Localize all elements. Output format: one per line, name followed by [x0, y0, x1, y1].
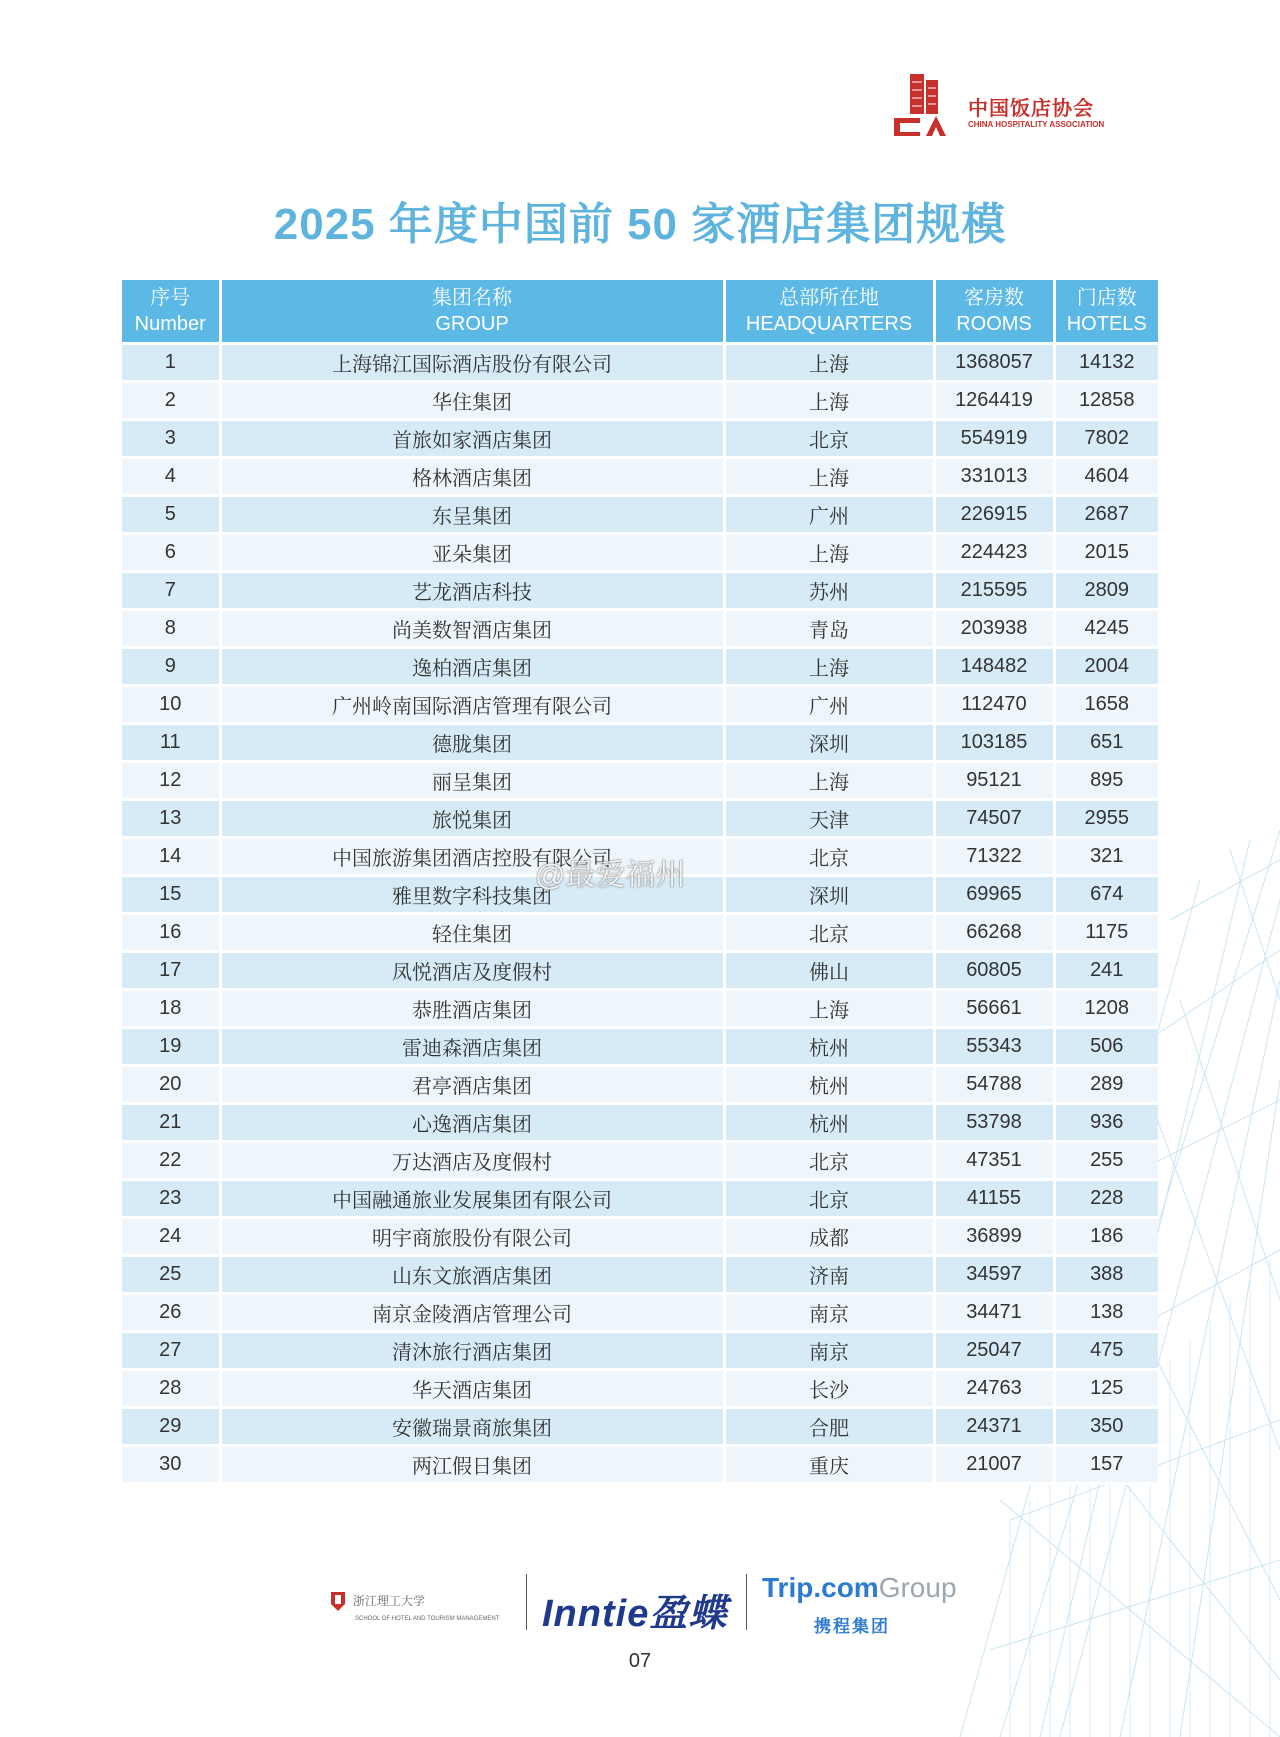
cell-hotels: 2955	[1054, 800, 1158, 838]
cell-number: 29	[122, 1408, 220, 1446]
cell-number: 27	[122, 1332, 220, 1370]
cell-headquarters: 上海	[724, 458, 934, 496]
cell-number: 11	[122, 724, 220, 762]
cell-group: 东呈集团	[220, 496, 724, 534]
cell-rooms: 56661	[934, 990, 1054, 1028]
weibo-watermark: @最爱福州	[535, 859, 686, 892]
table-row	[122, 800, 1158, 838]
cell-group: 凤悦酒店及度假村	[220, 952, 724, 990]
cell-headquarters: 北京	[724, 1142, 934, 1180]
cell-group: 旅悦集团	[220, 800, 724, 838]
logo-divider	[746, 1574, 747, 1630]
cell-rooms: 41155	[934, 1180, 1054, 1218]
table-row	[122, 534, 1158, 572]
cell-hotels: 321	[1054, 838, 1158, 876]
table-row	[122, 914, 1158, 952]
cell-number: 16	[122, 914, 220, 952]
cell-number: 30	[122, 1446, 220, 1484]
cell-headquarters: 长沙	[724, 1370, 934, 1408]
cell-headquarters: 北京	[724, 838, 934, 876]
table-row	[122, 952, 1158, 990]
cell-hotels: 2015	[1054, 534, 1158, 572]
cell-rooms: 331013	[934, 458, 1054, 496]
cell-group: 轻住集团	[220, 914, 724, 952]
cell-number: 15	[122, 876, 220, 914]
cell-group: 君亭酒店集团	[220, 1066, 724, 1104]
cell-number: 19	[122, 1028, 220, 1066]
table-row	[122, 990, 1158, 1028]
cell-headquarters: 杭州	[724, 1066, 934, 1104]
trip-group-word: Group	[878, 1572, 957, 1603]
table-body	[122, 344, 1158, 1484]
cell-number: 26	[122, 1294, 220, 1332]
table-row	[122, 1066, 1158, 1104]
cell-group: 明宇商旅股份有限公司	[220, 1218, 724, 1256]
association-name-cn: 中国饭店协会	[968, 96, 1094, 120]
cell-number: 7	[122, 572, 220, 610]
cell-headquarters: 南京	[724, 1294, 934, 1332]
cell-rooms: 66268	[934, 914, 1054, 952]
table-row	[122, 382, 1158, 420]
table-row	[122, 1218, 1158, 1256]
table-row	[122, 496, 1158, 534]
cell-group: 丽呈集团	[220, 762, 724, 800]
table-row	[122, 1408, 1158, 1446]
cell-group: 万达酒店及度假村	[220, 1142, 724, 1180]
cell-rooms: 34471	[934, 1294, 1054, 1332]
table-row	[122, 1180, 1158, 1218]
cell-rooms: 69965	[934, 876, 1054, 914]
cell-hotels: 1175	[1054, 914, 1158, 952]
cell-hotels: 674	[1054, 876, 1158, 914]
cell-headquarters: 上海	[724, 382, 934, 420]
table-row	[122, 724, 1158, 762]
table-row	[122, 1142, 1158, 1180]
cell-hotels: 1658	[1054, 686, 1158, 724]
cell-hotels: 289	[1054, 1066, 1158, 1104]
cell-headquarters: 深圳	[724, 876, 934, 914]
cell-group: 两江假日集团	[220, 1446, 724, 1484]
cell-group: 艺龙酒店科技	[220, 572, 724, 610]
table-row	[122, 1332, 1158, 1370]
cell-group: 安徽瑞景商旅集团	[220, 1408, 724, 1446]
cell-rooms: 554919	[934, 420, 1054, 458]
cell-hotels: 12858	[1054, 382, 1158, 420]
table-header-row	[122, 280, 1158, 344]
header-headquarters: 总部所在地 HEADQUARTERS	[724, 280, 934, 344]
cell-rooms: 215595	[934, 572, 1054, 610]
table-row	[122, 458, 1158, 496]
cell-rooms: 54788	[934, 1066, 1054, 1104]
trip-brand: Trip.com	[762, 1572, 879, 1603]
cell-headquarters: 南京	[724, 1332, 934, 1370]
cell-number: 20	[122, 1066, 220, 1104]
cell-hotels: 475	[1054, 1332, 1158, 1370]
cell-number: 25	[122, 1256, 220, 1294]
trip-name-cn: 携程集团	[814, 1617, 890, 1636]
cell-number: 22	[122, 1142, 220, 1180]
cell-headquarters: 重庆	[724, 1446, 934, 1484]
cell-headquarters: 广州	[724, 496, 934, 534]
cell-hotels: 125	[1054, 1370, 1158, 1408]
cell-headquarters: 青岛	[724, 610, 934, 648]
cell-group: 上海锦江国际酒店股份有限公司	[220, 344, 724, 382]
cell-headquarters: 合肥	[724, 1408, 934, 1446]
header-hotels: 门店数 HOTELS	[1054, 280, 1158, 344]
logo-divider	[526, 1574, 527, 1630]
cell-group: 华住集团	[220, 382, 724, 420]
cell-group: 格林酒店集团	[220, 458, 724, 496]
cell-headquarters: 上海	[724, 534, 934, 572]
cell-hotels: 7802	[1054, 420, 1158, 458]
cell-number: 1	[122, 344, 220, 382]
cell-number: 21	[122, 1104, 220, 1142]
cell-hotels: 255	[1054, 1142, 1158, 1180]
cell-rooms: 34597	[934, 1256, 1054, 1294]
cell-headquarters: 北京	[724, 914, 934, 952]
cell-number: 4	[122, 458, 220, 496]
cell-headquarters: 上海	[724, 762, 934, 800]
cell-group: 华天酒店集团	[220, 1370, 724, 1408]
table-row	[122, 420, 1158, 458]
table-row	[122, 762, 1158, 800]
page-number: 07	[628, 1650, 652, 1672]
cell-headquarters: 广州	[724, 686, 934, 724]
cell-group: 恭胜酒店集团	[220, 990, 724, 1028]
cell-rooms: 24763	[934, 1370, 1054, 1408]
table-row	[122, 1104, 1158, 1142]
table-row	[122, 610, 1158, 648]
cell-group: 心逸酒店集团	[220, 1104, 724, 1142]
cell-hotels: 651	[1054, 724, 1158, 762]
cell-hotels: 157	[1054, 1446, 1158, 1484]
cell-group: 山东文旅酒店集团	[220, 1256, 724, 1294]
cell-headquarters: 北京	[724, 1180, 934, 1218]
cell-hotels: 1208	[1054, 990, 1158, 1028]
cell-hotels: 2687	[1054, 496, 1158, 534]
cell-rooms: 95121	[934, 762, 1054, 800]
cell-group: 清沐旅行酒店集团	[220, 1332, 724, 1370]
cell-hotels: 228	[1054, 1180, 1158, 1218]
cell-number: 24	[122, 1218, 220, 1256]
header-number: 序号 Number	[122, 280, 220, 344]
cell-number: 10	[122, 686, 220, 724]
cell-hotels: 4604	[1054, 458, 1158, 496]
table-row	[122, 1028, 1158, 1066]
cell-number: 2	[122, 382, 220, 420]
table-row	[122, 1294, 1158, 1332]
header-group: 集团名称 GROUP	[220, 280, 724, 344]
cell-rooms: 21007	[934, 1446, 1054, 1484]
cell-rooms: 226915	[934, 496, 1054, 534]
cell-rooms: 148482	[934, 648, 1054, 686]
cell-hotels: 895	[1054, 762, 1158, 800]
cell-headquarters: 济南	[724, 1256, 934, 1294]
cell-number: 18	[122, 990, 220, 1028]
cell-number: 6	[122, 534, 220, 572]
cell-number: 17	[122, 952, 220, 990]
table-row	[122, 1370, 1158, 1408]
cell-group: 雅里数字科技集团	[220, 876, 724, 914]
cell-group: 逸柏酒店集团	[220, 648, 724, 686]
cell-hotels: 350	[1054, 1408, 1158, 1446]
cell-group: 南京金陵酒店管理公司	[220, 1294, 724, 1332]
cell-number: 8	[122, 610, 220, 648]
cell-headquarters: 杭州	[724, 1028, 934, 1066]
school-emblem-icon	[329, 1590, 347, 1612]
cell-headquarters: 杭州	[724, 1104, 934, 1142]
cell-headquarters: 北京	[724, 420, 934, 458]
cell-number: 28	[122, 1370, 220, 1408]
table-row	[122, 1446, 1158, 1484]
cell-group: 德胧集团	[220, 724, 724, 762]
cell-headquarters: 佛山	[724, 952, 934, 990]
school-name-cn: 浙江理工大学	[353, 1594, 426, 1608]
table-row	[122, 648, 1158, 686]
cell-rooms: 25047	[934, 1332, 1054, 1370]
cell-hotels: 138	[1054, 1294, 1158, 1332]
cell-hotels: 14132	[1054, 344, 1158, 382]
cell-rooms: 203938	[934, 610, 1054, 648]
cell-group: 中国融通旅业发展集团有限公司	[220, 1180, 724, 1218]
cell-rooms: 71322	[934, 838, 1054, 876]
cell-hotels: 936	[1054, 1104, 1158, 1142]
cell-group: 亚朵集团	[220, 534, 724, 572]
cell-headquarters: 成都	[724, 1218, 934, 1256]
association-name-en: CHINA HOSPITALITY ASSOCIATION	[968, 120, 1105, 129]
trip-group-logo	[762, 1572, 957, 1636]
cell-headquarters: 苏州	[724, 572, 934, 610]
cell-number: 13	[122, 800, 220, 838]
cell-group: 首旅如家酒店集团	[220, 420, 724, 458]
cell-hotels: 388	[1054, 1256, 1158, 1294]
table-row	[122, 686, 1158, 724]
school-logo	[325, 1588, 515, 1628]
china-hospitality-association-logo	[890, 70, 1130, 140]
cell-hotels: 241	[1054, 952, 1158, 990]
cell-number: 23	[122, 1180, 220, 1218]
cell-group: 广州岭南国际酒店管理有限公司	[220, 686, 724, 724]
cell-hotels: 506	[1054, 1028, 1158, 1066]
cell-rooms: 47351	[934, 1142, 1054, 1180]
table-row	[122, 344, 1158, 382]
cell-group: 中国旅游集团酒店控股有限公司	[220, 838, 724, 876]
cell-rooms: 224423	[934, 534, 1054, 572]
cell-rooms: 36899	[934, 1218, 1054, 1256]
school-name-en: SCHOOL OF HOTEL AND TOURISM MANAGEMENT	[355, 1616, 500, 1622]
cell-rooms: 60805	[934, 952, 1054, 990]
cell-rooms: 112470	[934, 686, 1054, 724]
cell-rooms: 24371	[934, 1408, 1054, 1446]
cell-group: 尚美数智酒店集团	[220, 610, 724, 648]
cell-rooms: 55343	[934, 1028, 1054, 1066]
cell-headquarters: 天津	[724, 800, 934, 838]
sponsor-logos	[0, 1560, 1280, 1640]
cell-rooms: 1368057	[934, 344, 1054, 382]
cell-hotels: 2004	[1054, 648, 1158, 686]
header-rooms: 客房数 ROOMS	[934, 280, 1054, 344]
cell-hotels: 186	[1054, 1218, 1158, 1256]
cha-building-logo-icon	[890, 70, 962, 138]
inntie-logo: Inntie盈蝶	[542, 1593, 728, 1635]
cell-number: 5	[122, 496, 220, 534]
table-row	[122, 1256, 1158, 1294]
cell-rooms: 53798	[934, 1104, 1054, 1142]
cell-headquarters: 深圳	[724, 724, 934, 762]
cell-hotels: 2809	[1054, 572, 1158, 610]
cell-rooms: 1264419	[934, 382, 1054, 420]
table-row	[122, 572, 1158, 610]
cell-number: 9	[122, 648, 220, 686]
cell-headquarters: 上海	[724, 648, 934, 686]
cell-number: 3	[122, 420, 220, 458]
cell-hotels: 4245	[1054, 610, 1158, 648]
cell-group: 雷迪森酒店集团	[220, 1028, 724, 1066]
cell-number: 12	[122, 762, 220, 800]
cell-rooms: 103185	[934, 724, 1054, 762]
page-title: 2025 年度中国前 50 家酒店集团规模	[273, 200, 1007, 249]
cell-headquarters: 上海	[724, 344, 934, 382]
cell-headquarters: 上海	[724, 990, 934, 1028]
cell-rooms: 74507	[934, 800, 1054, 838]
cell-number: 14	[122, 838, 220, 876]
